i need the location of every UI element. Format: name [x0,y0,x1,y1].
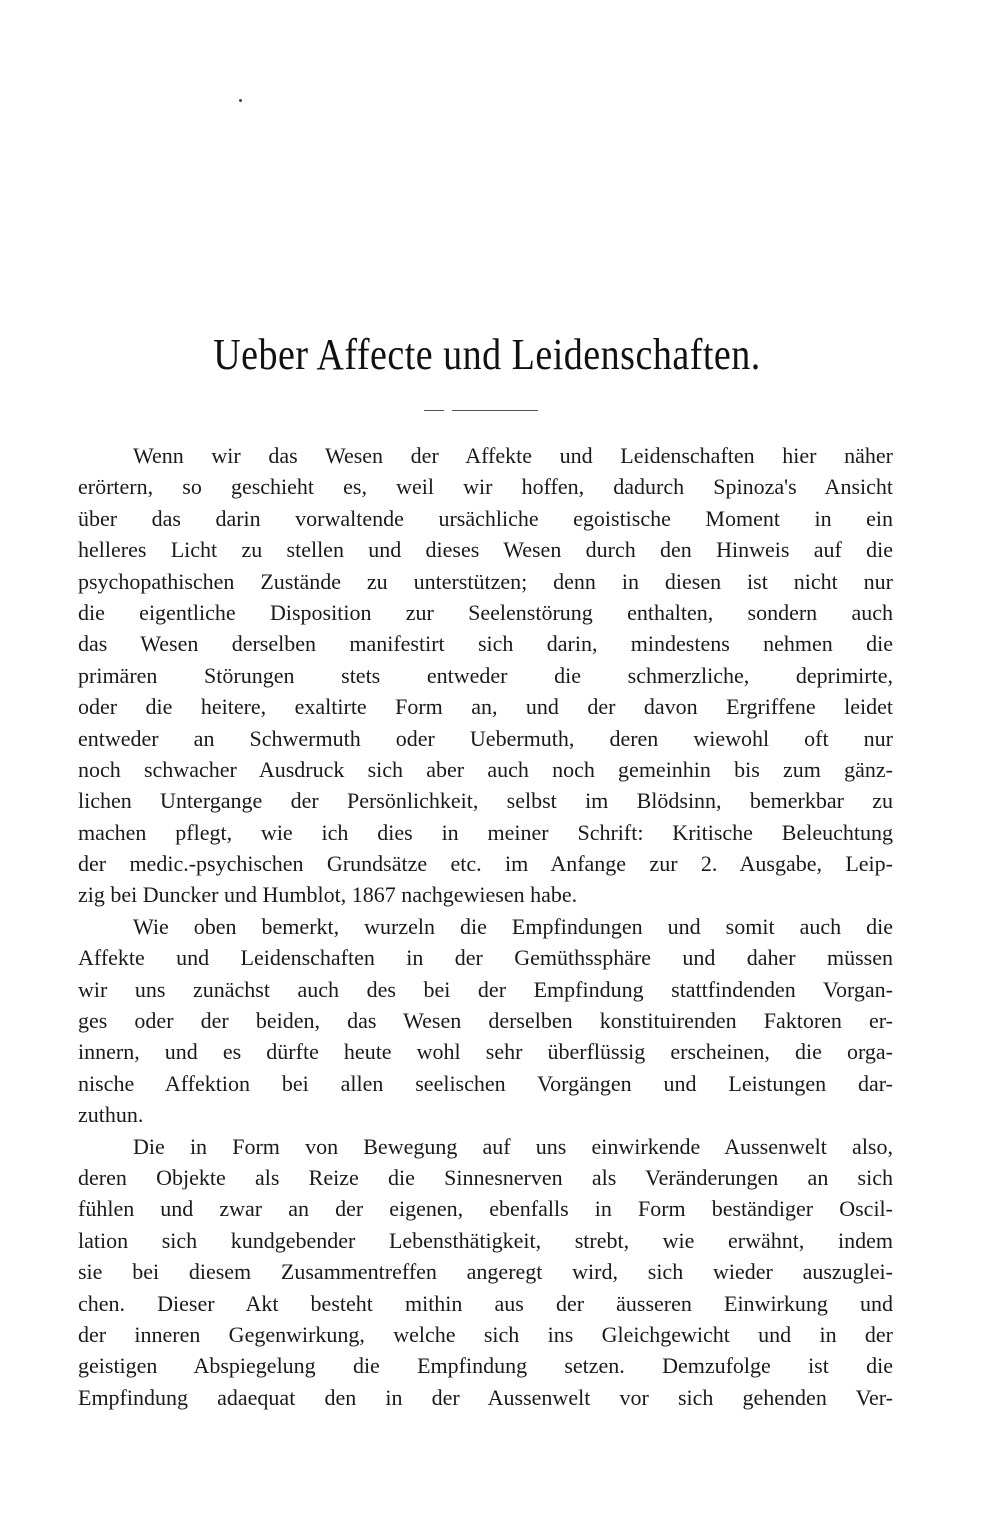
text-line: erörtern, so geschieht es, weil wir hoffen, dadurch Spinoza's Ansicht [78,474,893,500]
text-line: entweder an Schwermuth oder Uebermuth, deren wiewohl oft nur [78,725,893,751]
text-line: noch schwacher Ausdruck sich aber auch noch gemeinhin bis zum gänz- [78,756,893,782]
text-line: Die in Form von Bewegung auf uns einwirkende Aussenwelt also, [133,1133,893,1159]
text-line: psychopathischen Zustände zu unterstützen; denn in diesen ist nicht nur [78,568,893,594]
text-line: die eigentliche Disposition zur Seelenstörung enthalten, sondern auch [78,599,893,625]
text-line: primären Störungen stets entweder die schmerzliche, deprimirte, [78,662,893,688]
text-line: das Wesen derselben manifestirt sich darin, mindestens nehmen die [78,631,893,657]
text-line: innern, und es dürfte heute wohl sehr überflüssig erscheinen, die orga- [78,1039,893,1065]
ink-speck [239,99,242,102]
text-line: Wie oben bemerkt, wurzeln die Empfindungen und somit auch die [133,913,893,939]
text-line: lichen Untergange der Persönlichkeit, selbst im Blödsinn, bemerkbar zu [78,788,893,814]
text-line: über das darin vorwaltende ursächliche egoistische Moment in ein [78,505,893,531]
text-line: machen pflegt, wie ich dies in meiner Schrift: Kritische Beleuchtung [78,819,893,845]
text-line: lation sich kundgebender Lebensthätigkeit, strebt, wie erwähnt, indem [78,1227,893,1253]
text-line: Affekte und Leidenschaften in der Gemüthssphäre und daher müssen [78,945,893,971]
body-text [78,440,893,1413]
text-line: der medic.-psychischen Grundsätze etc. im Anfange zur 2. Ausgabe, Leip- [78,851,893,877]
title-rule-short [424,410,444,411]
text-line: zuthun. [78,1102,144,1128]
text-line: wir uns zunächst auch des bei der Empfindung stattfindenden Vorgan- [78,976,893,1002]
text-line: fühlen und zwar an der eigenen, ebenfalls in Form beständiger Oscil- [78,1196,893,1222]
text-line: deren Objekte als Reize die Sinnesnerven als Veränderungen an sich [78,1164,893,1190]
text-line: Empfindung adaequat den in der Aussenwelt vor sich gehenden Ver- [78,1384,893,1410]
text-line: zig bei Duncker und Humblot, 1867 nachgewiesen habe. [78,882,578,908]
text-line: sie bei diesem Zusammentreffen angeregt wird, sich wieder auszuglei- [78,1259,893,1285]
text-line: oder die heitere, exaltirte Form an, und der davon Ergriffene leidet [78,694,893,720]
text-line: helleres Licht zu stellen und dieses Wesen durch den Hinweis auf die [78,537,893,563]
text-line: geistigen Abspiegelung die Empfindung setzen. Demzufolge ist die [78,1353,893,1379]
text-line: der inneren Gegenwirkung, welche sich ins Gleichgewicht und in der [78,1321,893,1347]
text-line: ges oder der beiden, das Wesen derselben konstituirenden Faktoren er- [78,1008,893,1034]
title-rule-long [452,410,538,411]
text-line: nische Affektion bei allen seelischen Vorgängen und Leistungen dar- [78,1070,893,1096]
text-line: chen. Dieser Akt besteht mithin aus der äusseren Einwirkung und [78,1290,893,1316]
text-line: Wenn wir das Wesen der Affekte und Leidenschaften hier näher [133,443,893,468]
chapter-title: Ueber Affecte und Leidenschaften. [213,330,761,380]
